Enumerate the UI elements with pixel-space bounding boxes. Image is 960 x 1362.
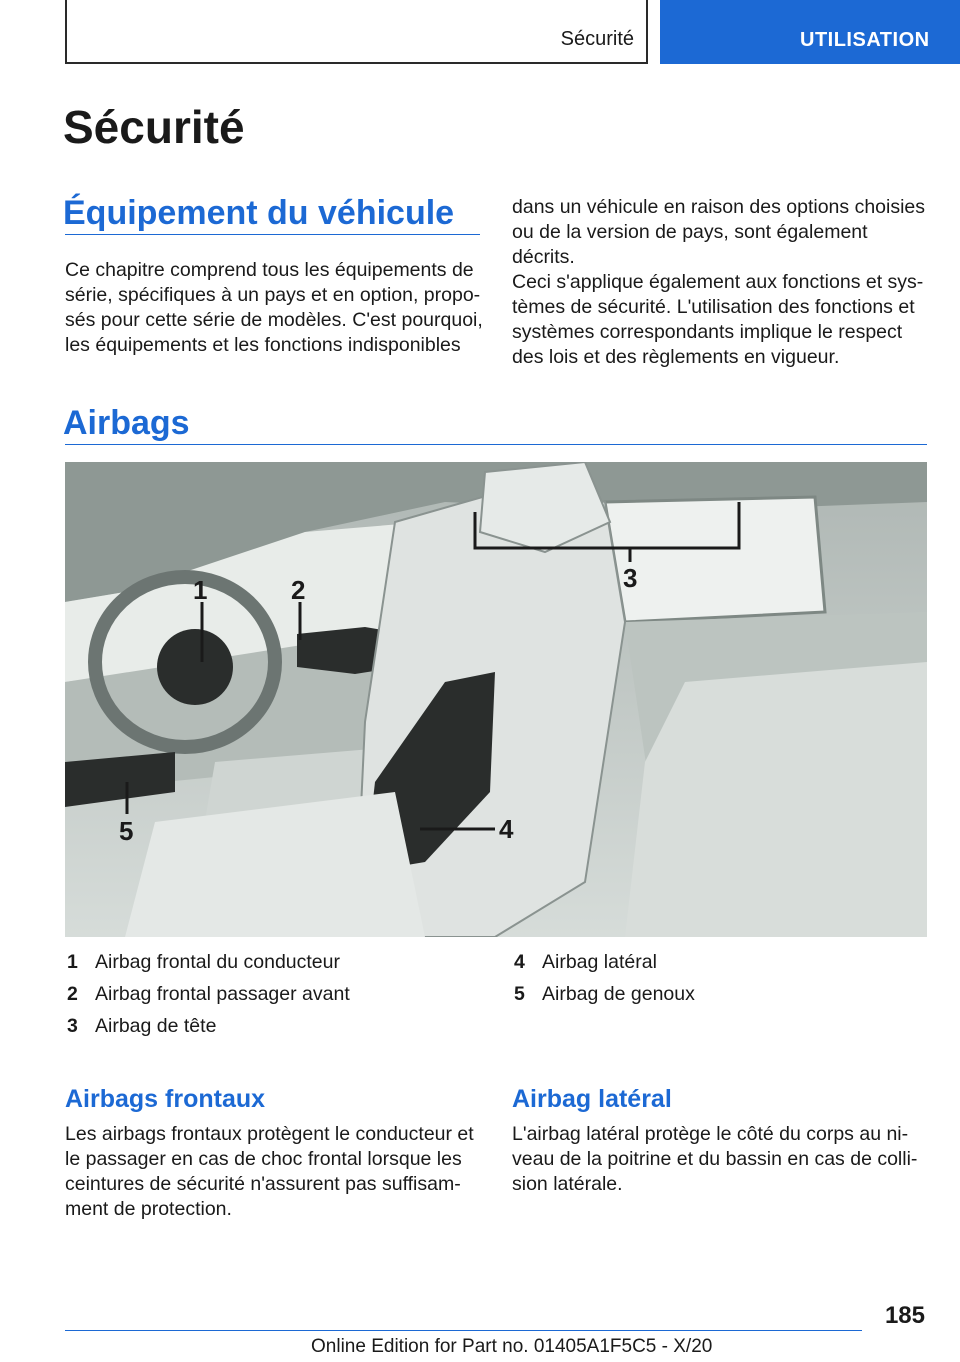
legend-label: Airbag frontal du conducteur — [95, 951, 340, 973]
legend-item — [67, 950, 340, 974]
header-chapter-label: UTILISATION — [800, 29, 930, 51]
airbag-illustration — [65, 462, 927, 937]
text-line: Ceci s'applique également aux fonctions et sys- — [512, 271, 924, 293]
text-line: sés pour cette série de modèles. C'est pourquoi, — [65, 309, 483, 331]
driver-airbag-hub — [157, 629, 233, 705]
equipment-heading: Équipement du véhicule — [63, 194, 455, 232]
text-line: le passager en cas de choc frontal lorsque les — [65, 1148, 462, 1170]
legend-label: Airbag frontal passager avant — [95, 983, 350, 1005]
legend-num: 3 — [67, 1015, 78, 1037]
frontal-airbags-heading: Airbags frontaux — [65, 1085, 266, 1113]
legend-item — [514, 950, 657, 974]
legend-num: 4 — [514, 951, 525, 973]
legend-item — [514, 982, 695, 1006]
legend-num: 1 — [67, 951, 78, 973]
legend-num: 5 — [514, 983, 525, 1005]
frontal-airbags-text — [65, 1122, 485, 1222]
equipment-heading-rule — [65, 234, 480, 235]
airbags-heading-rule — [65, 444, 927, 445]
header-section-label: Sécurité — [560, 28, 634, 50]
text-line: L'airbag latéral protège le côté du corps au ni- — [512, 1123, 909, 1145]
legend-label: Airbag de genoux — [542, 983, 695, 1005]
text-line: Ce chapitre comprend tous les équipements de — [65, 259, 474, 281]
footer-edition: Online Edition for Part no. 01405A1F5C5 - X/20 — [311, 1336, 713, 1357]
text-line: tèmes de sécurité. L'utilisation des fonctions et — [512, 296, 915, 318]
text-line: des lois et des règlements en vigueur. — [512, 346, 840, 368]
page-number: 185 — [884, 1302, 925, 1329]
callout-5: 5 — [119, 816, 134, 846]
rear-window — [605, 497, 825, 622]
text-line: les équipements et les fonctions indisponibles — [65, 334, 461, 356]
text-line: ment de protection. — [65, 1198, 232, 1220]
legend-num: 2 — [67, 983, 78, 1005]
legend-item — [67, 982, 350, 1006]
text-line: systèmes correspondants implique le respect — [512, 321, 903, 343]
header-section-tab[interactable] — [65, 0, 648, 64]
lateral-airbag-text — [512, 1122, 932, 1197]
legend-label: Airbag de tête — [95, 1015, 217, 1037]
equipment-col2 — [512, 195, 932, 370]
footer-rule — [65, 1330, 862, 1331]
text-line: série, spécifiques à un pays et en option, propo- — [65, 284, 481, 306]
equipment-col1 — [65, 258, 485, 358]
legend-label: Airbag latéral — [542, 951, 657, 973]
text-line: ou de la version de pays, sont également décrits. — [512, 221, 868, 268]
text-line: sion latérale. — [512, 1173, 623, 1195]
header-chapter-tab[interactable] — [660, 0, 960, 64]
text-line: dans un véhicule en raison des options choisies — [512, 196, 926, 218]
lateral-airbag-heading: Airbag latéral — [512, 1085, 672, 1113]
callout-2: 2 — [291, 575, 306, 605]
airbag-illustration-svg — [65, 462, 927, 937]
callout-4: 4 — [499, 814, 514, 844]
airbags-heading: Airbags — [63, 404, 190, 442]
text-line: ceintures de sécurité n'assurent pas suffisam- — [65, 1173, 461, 1195]
text-line: veau de la poitrine et du bassin en cas de colli- — [512, 1148, 918, 1170]
text-line: Les airbags frontaux protègent le conducteur et — [65, 1123, 474, 1145]
legend-item — [67, 1014, 216, 1038]
callout-3: 3 — [623, 563, 638, 593]
callout-1: 1 — [193, 575, 208, 605]
page-title: Sécurité — [63, 101, 245, 153]
